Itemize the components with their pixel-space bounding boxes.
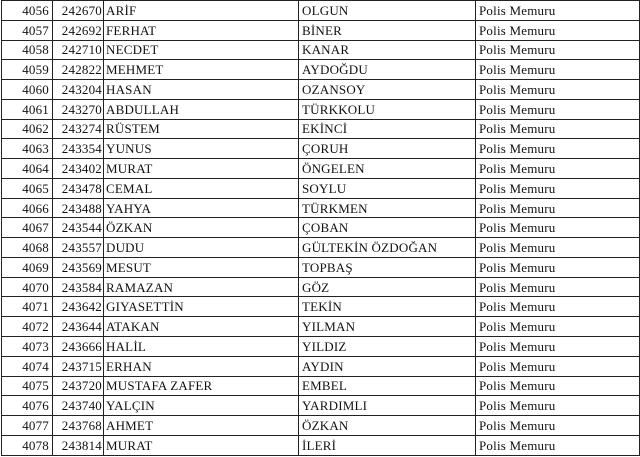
first-name-cell: NECDET [104,40,299,60]
registry-number-cell: 243544 [53,218,104,238]
last-name-cell: ÇOBAN [299,218,476,238]
table-row [2,20,640,40]
registry-number-cell: 243270 [53,99,104,119]
position-title-cell: Polis Memuru [476,1,640,21]
last-name-cell: ÇORUH [299,139,476,159]
table-row [2,139,640,159]
registry-number-cell: 242822 [53,60,104,80]
first-name-cell: MURAT [104,159,299,179]
last-name-cell: TEKİN [299,297,476,317]
registry-number-cell: 243715 [53,356,104,376]
table-row [2,317,640,337]
row-number-cell: 4076 [2,396,53,416]
last-name-cell: TÜRKMEN [299,198,476,218]
row-number-cell: 4074 [2,356,53,376]
personnel-list-table [1,0,640,456]
last-name-cell: TOPBAŞ [299,257,476,277]
first-name-cell: MURAT [104,435,299,455]
row-number-cell: 4075 [2,376,53,396]
last-name-cell: YARDIMLI [299,396,476,416]
position-title-cell: Polis Memuru [476,317,640,337]
table-row [2,356,640,376]
row-number-cell: 4063 [2,139,53,159]
last-name-cell: BİNER [299,20,476,40]
first-name-cell: MUSTAFA ZAFER [104,376,299,396]
row-number-cell: 4069 [2,257,53,277]
registry-number-cell: 243402 [53,159,104,179]
table-row [2,376,640,396]
row-number-cell: 4072 [2,317,53,337]
last-name-cell: GÖZ [299,277,476,297]
position-title-cell: Polis Memuru [476,159,640,179]
first-name-cell: ARİF [104,1,299,21]
registry-number-cell: 242710 [53,40,104,60]
table-row [2,198,640,218]
registry-number-cell: 243666 [53,337,104,357]
registry-number-cell: 243768 [53,416,104,436]
position-title-cell: Polis Memuru [476,119,640,139]
row-number-cell: 4077 [2,416,53,436]
row-number-cell: 4078 [2,435,53,455]
table-row [2,435,640,455]
first-name-cell: ERHAN [104,356,299,376]
table-row [2,1,640,21]
registry-number-cell: 243644 [53,317,104,337]
row-number-cell: 4059 [2,60,53,80]
first-name-cell: YALÇIN [104,396,299,416]
first-name-cell: YAHYA [104,198,299,218]
registry-number-cell: 243488 [53,198,104,218]
first-name-cell: YUNUS [104,139,299,159]
position-title-cell: Polis Memuru [476,80,640,100]
first-name-cell: RAMAZAN [104,277,299,297]
position-title-cell: Polis Memuru [476,337,640,357]
registry-number-cell: 242692 [53,20,104,40]
last-name-cell: GÜLTEKİN ÖZDOĞAN [299,238,476,258]
registry-number-cell: 243478 [53,178,104,198]
last-name-cell: YILDIZ [299,337,476,357]
table-row [2,416,640,436]
first-name-cell: HASAN [104,80,299,100]
table-row [2,60,640,80]
position-title-cell: Polis Memuru [476,238,640,258]
table-row [2,277,640,297]
row-number-cell: 4056 [2,1,53,21]
table-row [2,238,640,258]
table-row [2,337,640,357]
last-name-cell: EKİNCİ [299,119,476,139]
position-title-cell: Polis Memuru [476,376,640,396]
last-name-cell: İLERİ [299,435,476,455]
position-title-cell: Polis Memuru [476,139,640,159]
table-row [2,297,640,317]
row-number-cell: 4062 [2,119,53,139]
first-name-cell: FERHAT [104,20,299,40]
registry-number-cell: 243204 [53,80,104,100]
table-row [2,218,640,238]
table-row [2,80,640,100]
registry-number-cell: 243557 [53,238,104,258]
last-name-cell: OZANSOY [299,80,476,100]
last-name-cell: AYDOĞDU [299,60,476,80]
position-title-cell: Polis Memuru [476,178,640,198]
position-title-cell: Polis Memuru [476,20,640,40]
first-name-cell: ABDULLAH [104,99,299,119]
position-title-cell: Polis Memuru [476,99,640,119]
table-row [2,257,640,277]
table-row [2,396,640,416]
registry-number-cell: 243740 [53,396,104,416]
table-row [2,99,640,119]
registry-number-cell: 243569 [53,257,104,277]
row-number-cell: 4071 [2,297,53,317]
last-name-cell: SOYLU [299,178,476,198]
table-row [2,40,640,60]
first-name-cell: MESUT [104,257,299,277]
last-name-cell: KANAR [299,40,476,60]
position-title-cell: Polis Memuru [476,40,640,60]
position-title-cell: Polis Memuru [476,297,640,317]
registry-number-cell: 243274 [53,119,104,139]
table-row [2,178,640,198]
first-name-cell: ÖZKAN [104,218,299,238]
first-name-cell: AHMET [104,416,299,436]
position-title-cell: Polis Memuru [476,416,640,436]
table-row [2,159,640,179]
row-number-cell: 4064 [2,159,53,179]
position-title-cell: Polis Memuru [476,435,640,455]
last-name-cell: OLGUN [299,1,476,21]
row-number-cell: 4068 [2,238,53,258]
row-number-cell: 4066 [2,198,53,218]
registry-number-cell: 243642 [53,297,104,317]
last-name-cell: TÜRKKOLU [299,99,476,119]
row-number-cell: 4065 [2,178,53,198]
registry-number-cell: 243584 [53,277,104,297]
position-title-cell: Polis Memuru [476,396,640,416]
last-name-cell: EMBEL [299,376,476,396]
first-name-cell: ATAKAN [104,317,299,337]
first-name-cell: HALİL [104,337,299,357]
position-title-cell: Polis Memuru [476,198,640,218]
personnel-list-body [2,1,640,456]
row-number-cell: 4067 [2,218,53,238]
row-number-cell: 4061 [2,99,53,119]
first-name-cell: MEHMET [104,60,299,80]
table-row [2,119,640,139]
registry-number-cell: 243720 [53,376,104,396]
registry-number-cell: 243814 [53,435,104,455]
last-name-cell: YILMAN [299,317,476,337]
last-name-cell: ÖNGELEN [299,159,476,179]
row-number-cell: 4058 [2,40,53,60]
last-name-cell: AYDIN [299,356,476,376]
row-number-cell: 4070 [2,277,53,297]
first-name-cell: DUDU [104,238,299,258]
position-title-cell: Polis Memuru [476,218,640,238]
position-title-cell: Polis Memuru [476,257,640,277]
position-title-cell: Polis Memuru [476,277,640,297]
first-name-cell: RÜSTEM [104,119,299,139]
first-name-cell: GIYASETTİN [104,297,299,317]
row-number-cell: 4060 [2,80,53,100]
row-number-cell: 4057 [2,20,53,40]
position-title-cell: Polis Memuru [476,60,640,80]
position-title-cell: Polis Memuru [476,356,640,376]
last-name-cell: ÖZKAN [299,416,476,436]
first-name-cell: CEMAL [104,178,299,198]
registry-number-cell: 243354 [53,139,104,159]
row-number-cell: 4073 [2,337,53,357]
registry-number-cell: 242670 [53,1,104,21]
